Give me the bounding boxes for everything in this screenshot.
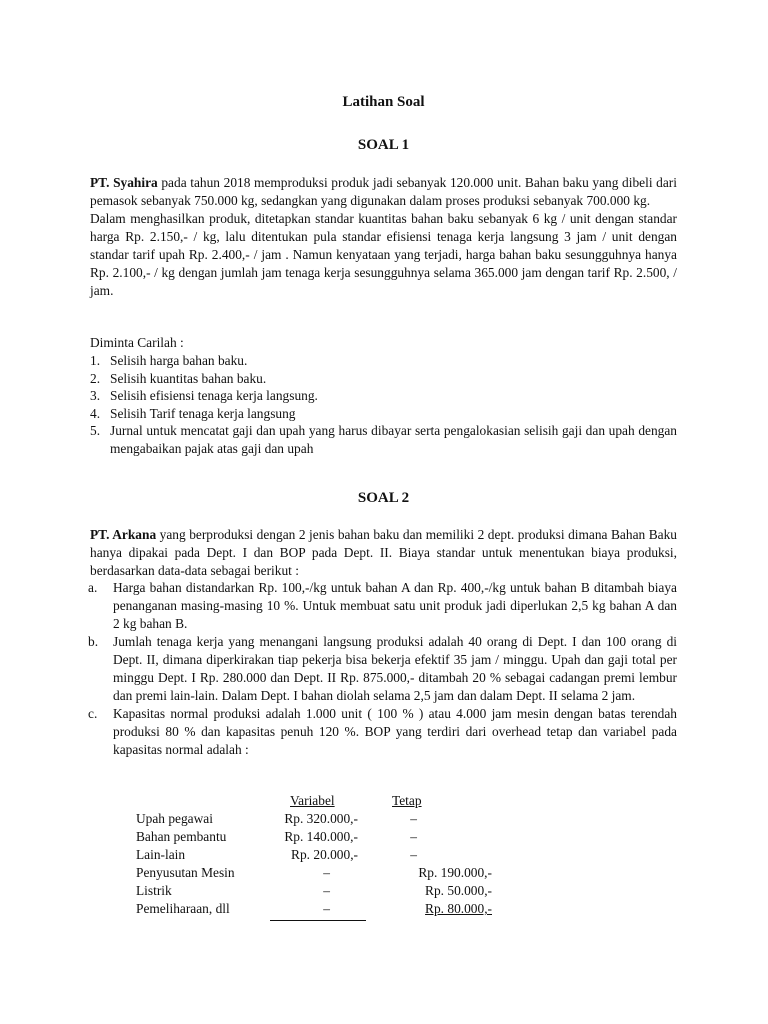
- soal1-heading: SOAL 1: [357, 137, 410, 153]
- bop-table-header: [136, 792, 456, 810]
- soal1-company: PT. Syahira: [90, 175, 158, 190]
- soal1-diminta: Diminta Carilah :: [90, 335, 184, 350]
- list-item: 5. Jurnal untuk mencatat gaji dan upah yang harus dibayar serta pengalokasian selisih gaji dan upah dengan mengabaikan pajak atas gaji dan upah: [90, 423, 677, 456]
- soal2-company: PT. Arkana: [90, 527, 157, 542]
- soal2-heading: SOAL 2: [357, 490, 410, 506]
- list-item: 2. Selisih kuantitas bahan baku.: [90, 370, 267, 386]
- list-item: a. Harga bahan distandarkan Rp. 100,-/kg untuk bahan A dan Rp. 400,-/kg untuk bahan B ditambah biaya penanganan masing-masing 10 %. Untuk membuat satu unit produk jadi diperlukan 2,5 kg bahan A dan 2 kg bahan B.: [88, 580, 677, 631]
- col-tetap-header: Tetap: [392, 793, 422, 808]
- soal1-question-list: [90, 352, 677, 458]
- soal2-intro-paragraph: [90, 526, 677, 580]
- table-underline-divider: [270, 920, 366, 921]
- soal2-intro-text: yang berproduksi dengan 2 jenis bahan baku dan memiliki 2 dept. produksi dimana Bahan Baku hanya dipakai pada Dept. I dan BOP pada Dept. II. Biaya standar untuk menentukan biaya produksi, berdasarkan data-data sebagai berikut :: [90, 527, 677, 578]
- list-item: b. Jumlah tenaga kerja yang menangani langsung produksi adalah 40 orang di Dept. I dan 100 orang di Dept. II, dimana diperkirakan tiap pekerja bisa bekerja efektif 35 jam / minggu. Upah dan gaji total per minggu Dept. I Rp. 280.000 dan Dept. II Rp. 875.000,- ditambah 20 % sebagai cadangan premi lembur dan premi lain-lain. Dalam Dept. I bahan diolah selama 2,5 jam dan dalam Dept. II selama 2 jam.: [88, 634, 677, 703]
- table-row: Pemeliharaan, dll – Rp. 80.000,-: [136, 901, 492, 916]
- table-row: Bahan pembantu Rp. 140.000,- –: [136, 829, 417, 844]
- table-row: Upah pegawai Rp. 320.000,- –: [136, 811, 417, 826]
- list-item: 3. Selisih efisiensi tenaga kerja langsung.: [90, 388, 318, 404]
- bop-table: [136, 792, 492, 918]
- col-variabel-header: Variabel: [290, 793, 335, 808]
- document-title: Latihan Soal: [342, 94, 425, 110]
- table-row: Listrik – Rp. 50.000,-: [136, 883, 492, 898]
- table-row: Penyusutan Mesin – Rp. 190.000,-: [136, 865, 492, 880]
- list-item: 4. Selisih Tarif tenaga kerja langsung: [90, 405, 296, 421]
- list-item: c. Kapasitas normal produksi adalah 1.000 unit ( 100 % ) atau 4.000 jam mesin dengan batas terendah produksi 80 % dan kapasitas penuh 120 %. BOP yang terdiri dari overhead tetap dan variabel pada kapasitas normal adalah :: [88, 706, 677, 757]
- table-row: Lain-lain Rp. 20.000,- –: [136, 847, 417, 862]
- soal1-intro-text: pada tahun 2018 memproduksi produk jadi sebanyak 120.000 unit. Bahan baku yang dibeli dari pemasok sebanyak 750.000 kg, sedangkan yang digunakan dalam proses produksi sebanyak 700.000 kg.: [90, 175, 677, 208]
- list-item: 1. Selisih harga bahan baku.: [90, 353, 248, 368]
- soal1-intro-paragraph: [90, 174, 677, 300]
- soal1-paragraph-2: Dalam menghasilkan produk, ditetapkan standar kuantitas bahan baku sebanyak 6 kg / unit dengan standar harga Rp. 2.150,- / kg, lalu ditentukan pula standar efisiensi tenaga kerja langsung 3 jam / unit dengan standar tarif upah Rp. 2.400,- / jam . Namun kenyataan yang terjadi, harga bahan baku sesungguhnya hanya Rp. 2.100,- / kg dengan jumlah jam tenaga kerja sesungguhnya selama 365.000 jam dengan tarif Rp. 2.500, / jam.: [90, 211, 677, 298]
- soal2-data-list: [88, 579, 677, 759]
